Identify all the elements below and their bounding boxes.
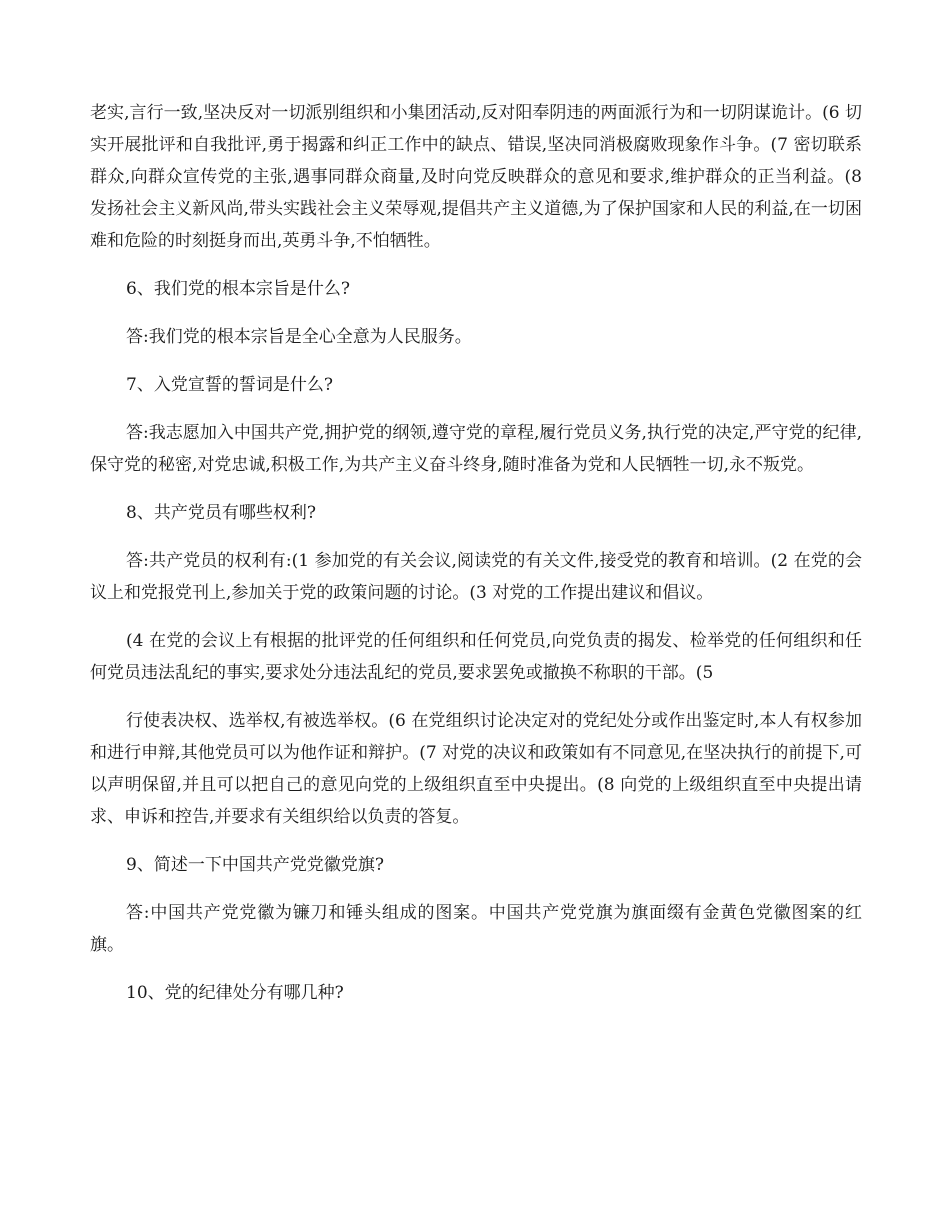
answer-8-part-3: 行使表决权、选举权,有被选举权。(6 在党组织讨论决定对的党纪处分或作出鉴定时,本人有权参加和进行申辩,其他党员可以为他作证和辩护。(7 对党的决议和政策如有不同意见,在坚决执行的前提下,可以声明保留,并且可以把自己的意见向党的上级组织直至中央提出。(8 向党的上级组织直至中央提出请求、申诉和控告,并要求有关组织给以负责的答复。: [90, 711, 862, 827]
answer-6: 答:我们党的根本宗旨是全心全意为人民服务。: [126, 327, 472, 347]
answer-7: 答:我志愿加入中国共产党,拥护党的纲领,遵守党的章程,履行党员义务,执行党的决定,严守党的纪律,保守党的秘密,对党忠诚,积极工作,为共产主义奋斗终身,随时准备为党和人民牺牲一切,永不叛党。: [90, 423, 862, 475]
answer-8-part-2: (4 在党的会议上有根据的批评党的任何组织和任何党员,向党负责的揭发、检举党的任何组织和任何党员违法乱纪的事实,要求处分违法乱纪的党员,要求罢免或撤换不称职的干部。(5: [90, 631, 862, 683]
question-7: 7、入党宣誓的誓词是什么?: [126, 375, 333, 395]
question-9: 9、简述一下中国共产党党徽党旗?: [126, 855, 384, 875]
question-8: 8、共产党员有哪些权利?: [126, 503, 316, 523]
question-6: 6、我们党的根本宗旨是什么?: [126, 279, 350, 299]
paragraph-continuation: 老实,言行一致,坚决反对一切派别组织和小集团活动,反对阳奉阴违的两面派行为和一切阴谋诡计。(6 切实开展批评和自我批评,勇于揭露和纠正工作中的缺点、错误,坚决同消极腐败现象作斗争。(7 密切联系群众,向群众宣传党的主张,遇事同群众商量,及时向党反映群众的意见和要求,维护群众的正当利益。(8 发扬社会主义新风尚,带头实践社会主义荣辱观,提倡共产主义道德,为了保护国家和人民的利益,在一切困难和危险的时刻挺身而出,英勇斗争,不怕牺牲。: [90, 103, 862, 251]
answer-8-part-1: 答:共产党员的权利有:(1 参加党的有关会议,阅读党的有关文件,接受党的教育和培训。(2 在党的会议上和党报党刊上,参加关于党的政策问题的讨论。(3 对党的工作提出建议和倡议。: [90, 551, 862, 603]
answer-9: 答:中国共产党党徽为镰刀和锤头组成的图案。中国共产党党旗为旗面缀有金黄色党徽图案的红旗。: [90, 903, 862, 955]
question-10: 10、党的纪律处分有哪几种?: [126, 983, 344, 1003]
